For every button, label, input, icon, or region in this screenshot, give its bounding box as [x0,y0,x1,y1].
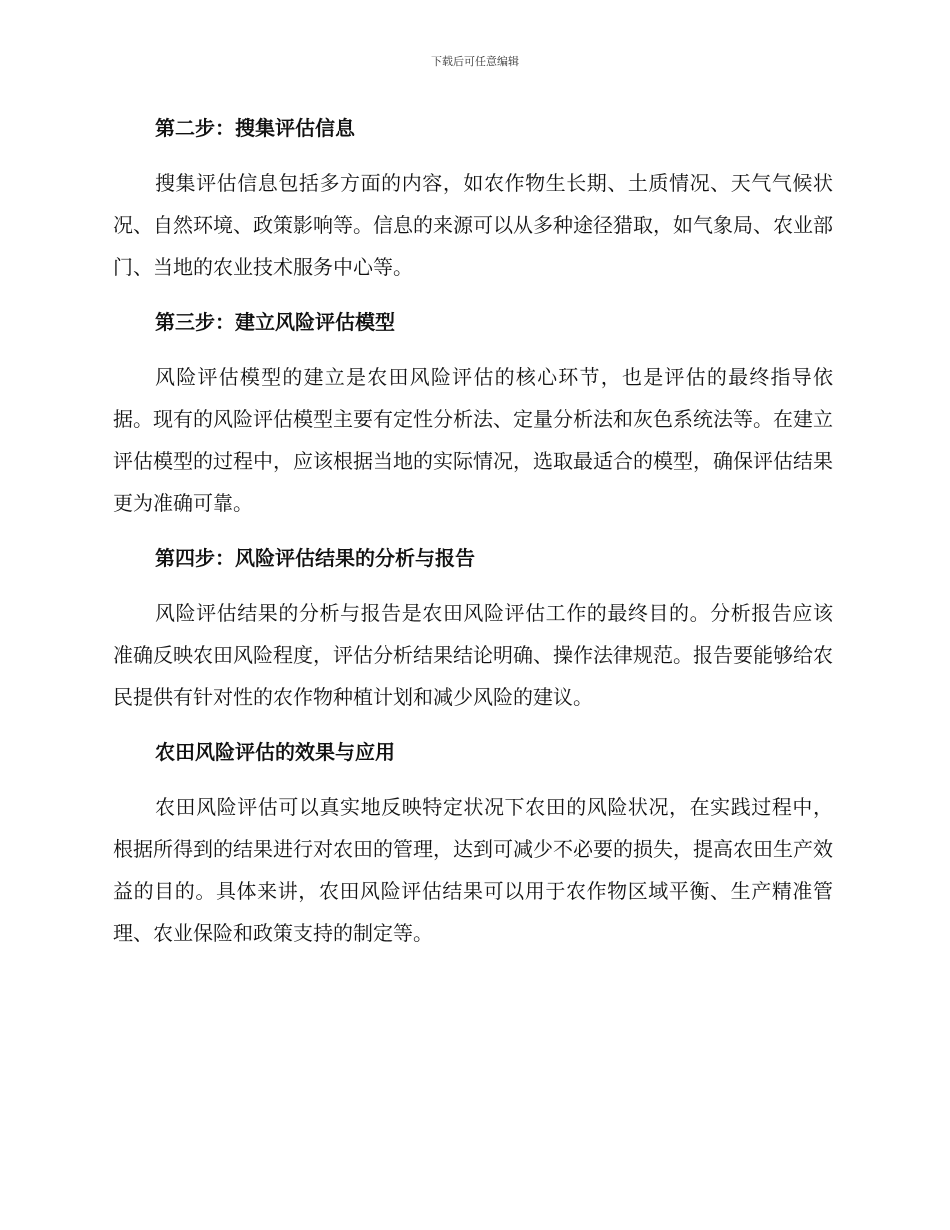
section-heading-effects: 农田风险评估的效果与应用 [155,740,395,764]
document-body [113,108,833,968]
section-heading-step-4: 第四步：风险评估结果的分析与报告 [155,546,475,570]
section-paragraph-effects: 农田风险评估可以真实地反映特定状况下农田的风险状况，在实践过程中，根据所得到的结果进行对农田的管理，达到可减少不必要的损失，提高农田生产效益的目的。具体来讲，农田风险评估结果可以用于农作物区域平衡、生产精准管理、农业保险和政策支持的制定等。 [113,795,833,945]
section-paragraph-step-2: 搜集评估信息包括多方面的内容，如农作物生长期、土质情况、天气气候状况、自然环境、政策影响等。信息的来源可以从多种途径猎取，如气象局、农业部门、当地的农业技术服务中心等。 [113,171,833,279]
section-heading-step-3: 第三步：建立风险评估模型 [155,310,395,334]
section-paragraph-step-3: 风险评估模型的建立是农田风险评估的核心环节，也是评估的最终指导依据。现有的风险评估模型主要有定性分析法、定量分析法和灰色系统法等。在建立评估模型的过程中，应该根据当地的实际情况，选取最适合的模型，确保评估结果更为准确可靠。 [113,365,833,515]
page-header: 下载后可任意编辑 [431,55,519,68]
section-paragraph-step-4: 风险评估结果的分析与报告是农田风险评估工作的最终目的。分析报告应该准确反映农田风险程度，评估分析结果结论明确、操作法律规范。报告要能够给农民提供有针对性的农作物种植计划和减少风险的建议。 [113,601,833,709]
section-heading-step-2: 第二步：搜集评估信息 [155,116,355,140]
